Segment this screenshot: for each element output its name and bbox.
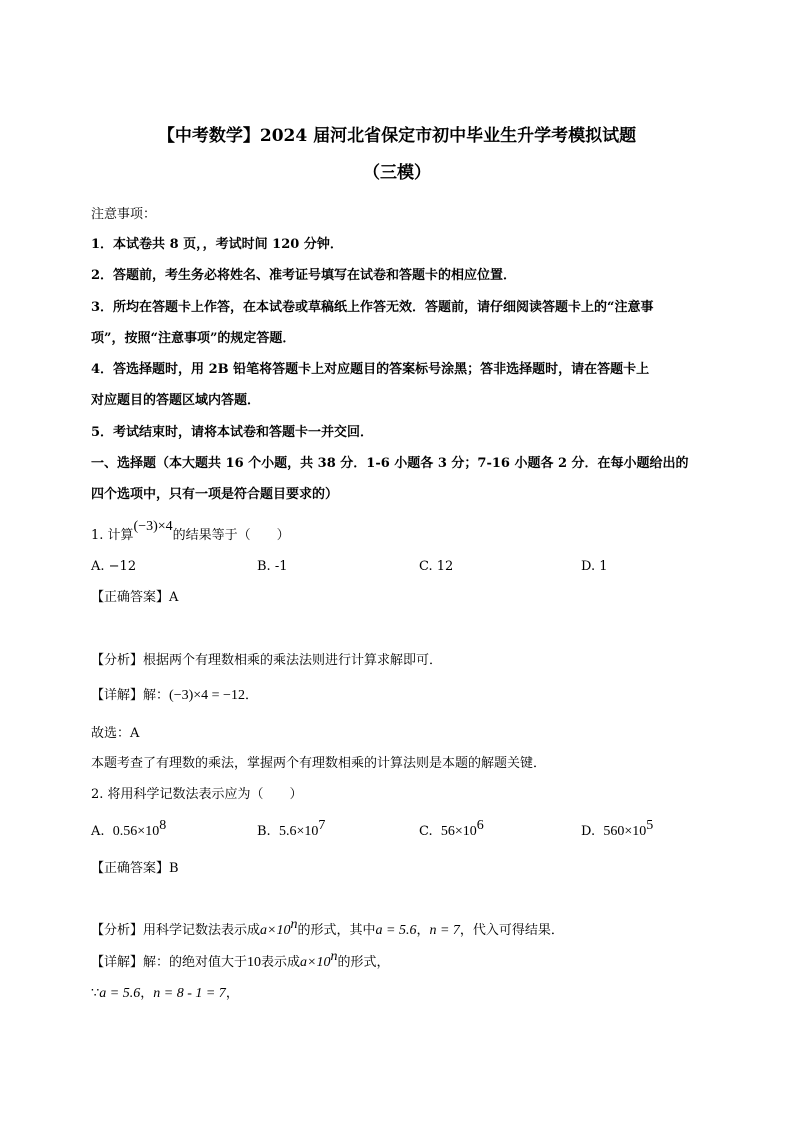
notice-item: 对应题目的答题区域内答题． xyxy=(91,393,261,408)
q1-answer: 【正确答案】A xyxy=(91,590,179,605)
notice-item: 2．答题前，考生务必将姓名、准考证号填写在试卷和答题卡的相应位置． xyxy=(91,268,517,283)
q2-separator: ， xyxy=(225,986,239,1001)
section-heading-cont: 四个选项中，只有一项是符合题目要求的） xyxy=(91,487,339,502)
q2-ten: 10 xyxy=(247,955,262,970)
q2-analysis-label: 【分析】 xyxy=(91,923,144,938)
q2-option-value: 56×10 xyxy=(440,824,477,839)
q1-analysis xyxy=(91,653,442,669)
q2-derivation xyxy=(91,986,239,1002)
q2-detail-text: 表示成 xyxy=(261,955,301,970)
q2-detail-text: 的形式， xyxy=(337,955,390,970)
q2-answer: 【正确答案】B xyxy=(91,861,179,876)
q2-option-letter: D. xyxy=(581,824,596,839)
q2-option-value: 0.56×10 xyxy=(112,824,160,839)
q2-option-value: 560×10 xyxy=(603,824,647,839)
q2-detail xyxy=(91,949,390,971)
section-heading: 一、选择题（本大题共 16 个小题，共 38 分．1-6 小题各 3 分；7-16 小题各 2 分．在每小题给出的 xyxy=(91,456,689,471)
document-title: 【中考数学】2024 届河北省保定市初中毕业生升学考模拟试题 xyxy=(157,126,637,146)
q2-detail-text: 解：的绝对值大于 xyxy=(143,955,248,970)
q1-detail-expression: (−3)×4 = −12 xyxy=(169,688,245,703)
q1-choose: 故选：A xyxy=(91,726,140,741)
notice-item: 5．考试结束时，请将本试卷和答题卡一并交回． xyxy=(91,425,374,440)
q2-analysis xyxy=(91,917,564,939)
q2-form: a×10 xyxy=(300,955,331,970)
notice-item: 项”，按照“注意事项”的规定答题． xyxy=(91,331,296,346)
q1-prefix: 1. 计算 xyxy=(91,528,134,543)
q2-analysis-text: ，代入可得结果． xyxy=(459,923,564,938)
q2-analysis-text: 的形式，其中 xyxy=(297,923,376,938)
q2-option-letter: C. xyxy=(419,824,433,839)
q1-option-b: B. -1 xyxy=(257,559,288,574)
q1-expression: (−3)×4 xyxy=(133,519,173,534)
notice-item: 3．所均在答题卡上作答，在本试卷或草稿纸上作答无效．答题前，请仔细阅读答题卡上的“注意事 xyxy=(91,300,654,315)
q2-option-letter: A. xyxy=(91,824,105,839)
q2-option-b xyxy=(257,818,326,840)
q2-option-letter: B. xyxy=(257,824,271,839)
q2-form-exponent: n xyxy=(290,917,298,932)
q2-option-d xyxy=(581,818,654,840)
q2-option-value: 5.6×10 xyxy=(278,824,319,839)
q2-option-a xyxy=(91,818,167,840)
q1-analysis-label: 【分析】 xyxy=(91,653,144,668)
q2-option-exponent: 5 xyxy=(646,818,654,833)
q2-stem: 2. 将用科学记数法表示应为（ ） xyxy=(91,787,303,802)
q2-detail-label: 【详解】 xyxy=(91,955,144,970)
q1-detail-label: 【详解】 xyxy=(91,688,144,703)
q1-option-c: C. 12 xyxy=(419,559,454,574)
document-subtitle: （三模） xyxy=(363,163,431,183)
q1-summary: 本题考查了有理数的乘法，掌握两个有理数相乘的计算法则是本题的解题关键． xyxy=(91,756,547,771)
notice-item: 4．答选择题时，用 2B 铅笔将答题卡上对应题目的答案标号涂黑；答非选择题时，请在答题卡上 xyxy=(91,362,650,377)
q1-suffix: 的结果等于（ ） xyxy=(172,528,290,543)
q2-option-exponent: 6 xyxy=(476,818,484,833)
q2-option-exponent: 7 xyxy=(318,818,326,833)
q1-detail-end: ． xyxy=(244,688,258,703)
q1-option-a: A. −12 xyxy=(91,559,137,574)
notice-heading: 注意事项： xyxy=(91,207,157,222)
q1-option-d: D. 1 xyxy=(581,559,608,574)
q2-option-c xyxy=(419,818,484,840)
q2-form: a×10 xyxy=(260,923,291,938)
notice-item: 1．本试卷共 8 页，，考试时间 120 分钟． xyxy=(91,237,343,252)
q2-analysis-text: 用科学记数法表示成 xyxy=(143,923,261,938)
q2-separator: ， xyxy=(416,923,430,938)
because-symbol: ∵ xyxy=(91,986,100,1001)
q2-form-exponent: n xyxy=(330,949,338,964)
q1-analysis-text: 根据两个有理数相乘的乘法法则进行计算求解即可． xyxy=(143,653,443,668)
q2-n-value: n = 7 xyxy=(429,923,460,938)
q1-detail xyxy=(91,688,258,704)
q2-separator: ， xyxy=(140,986,154,1001)
q2-n-equation: n = 8 - 1 = 7 xyxy=(153,986,226,1001)
q2-option-exponent: 8 xyxy=(159,818,167,833)
q2-a-value: a = 5.6 xyxy=(375,923,417,938)
q1-detail-prefix: 解： xyxy=(143,688,170,703)
q2-a-value: a = 5.6 xyxy=(99,986,141,1001)
q1-stem xyxy=(91,519,290,544)
